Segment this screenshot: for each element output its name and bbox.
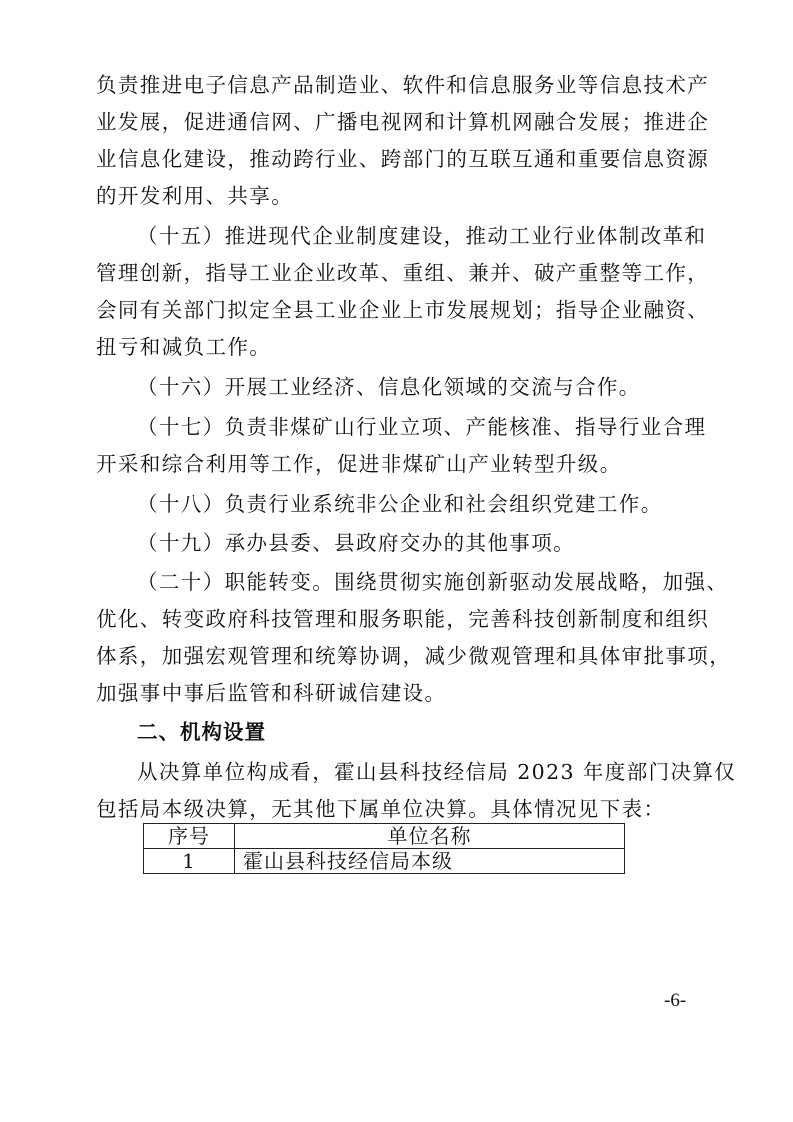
text-line: 管理创新，指导工业企业改革、重组、兼并、破产重整等工作，: [96, 261, 710, 285]
page-number: -6-: [664, 990, 687, 1011]
text-line: 会同有关部门拟定全县工业企业上市发展规划；指导企业融资、: [96, 298, 710, 322]
table-header-row: [144, 824, 625, 849]
text-line: （二十）职能转变。围绕贯彻实施创新驱动发展战略，加强、: [137, 570, 729, 594]
cell-unit-name: 霍山县科技经信局本级: [235, 849, 625, 874]
text-line: （十六）开展工业经济、信息化领域的交流与合作。: [137, 375, 641, 399]
section-heading: 二、机构设置: [137, 720, 266, 744]
cell-serial-number: 1: [144, 849, 235, 874]
text-line: 业信息化建设，推动跨行业、跨部门的互联互通和重要信息资源: [96, 147, 710, 171]
text-line: （十七）负责非煤矿山行业立项、产能核准、指导行业合理: [137, 415, 707, 439]
header-serial-number: 序号: [144, 824, 235, 849]
text-line: 包括局本级决算，无其他下属单位决算。具体情况见下表：: [96, 797, 666, 821]
table-row: [144, 849, 625, 874]
text-line: （十五）推进现代企业制度建设，推动工业行业体制改革和: [137, 224, 707, 248]
text-line: 体系，加强宏观管理和统筹协调，减少微观管理和具体审批事项，: [96, 644, 732, 668]
text-line: 开采和综合利用等工作，促进非煤矿山产业转型升级。: [96, 452, 622, 476]
text-line: 扭亏和减负工作。: [96, 335, 272, 359]
header-unit-name: 单位名称: [235, 824, 625, 849]
text-line: 负责推进电子信息产品制造业、软件和信息服务业等信息技术产: [96, 73, 710, 97]
text-line: 的开发利用、共享。: [96, 184, 294, 208]
text-line: 优化、转变政府科技管理和服务职能，完善科技创新制度和组织: [96, 607, 710, 631]
text-line: （十八）负责行业系统非公企业和社会组织党建工作。: [137, 492, 663, 516]
text-line: 加强事中事后监管和科研诚信建设。: [96, 681, 447, 705]
unit-table: [143, 823, 625, 874]
text-line: （十九）承办县委、县政府交办的其他事项。: [137, 531, 575, 555]
text-line: 业发展，促进通信网、广播电视网和计算机网融合发展；推进企: [96, 110, 710, 134]
text-line: 从决算单位构成看，霍山县科技经信局 2023 年度部门决算仅: [137, 760, 737, 784]
